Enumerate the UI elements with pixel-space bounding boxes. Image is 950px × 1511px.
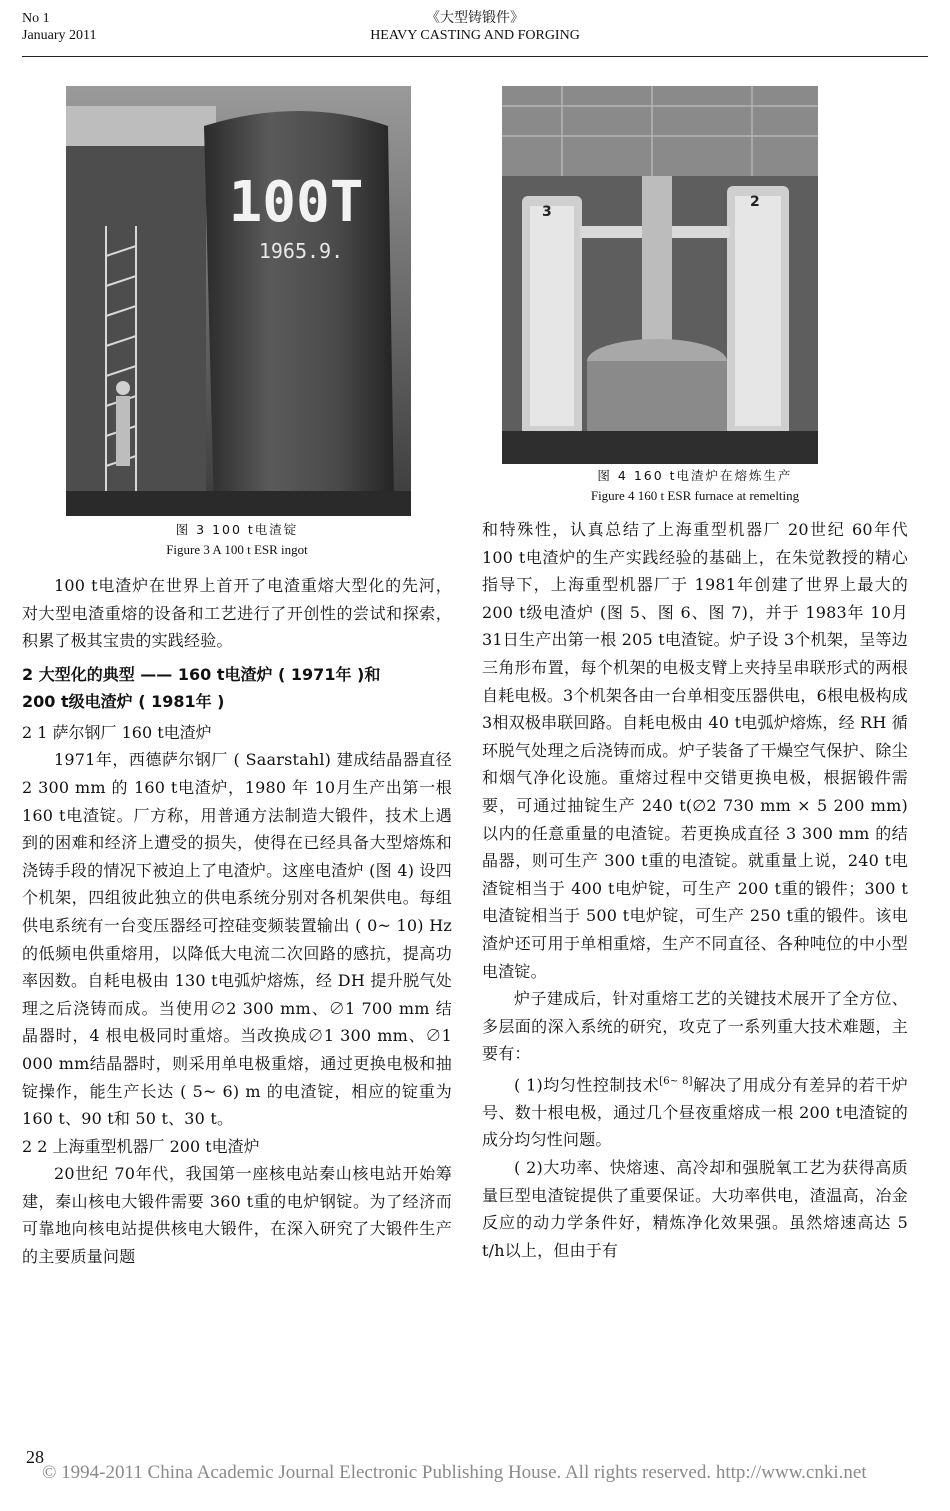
figure-4-photo bbox=[502, 86, 818, 464]
figure-4-caption-en: Figure 4 160 t ESR furnace at remelting bbox=[590, 488, 800, 503]
right-paragraph-2: 炉子建成后，针对重熔工艺的关键技术展开了全方位、多层面的深入系统的研究，攻克了一系列重大技术难题，主要有： bbox=[482, 989, 908, 1064]
ingot-photo-graphic bbox=[66, 86, 411, 516]
right-paragraph-1: 和特殊性，认真总结了上海重型机器厂 20世纪 60年代 100 t电渣炉的生产实践经验的基础上，在朱觉教授的精心指导下，上海重型机器厂于 1981年创建了世界上最大的 200 t级电渣炉 (图 5、图 6、图 7)，并于 1983年 10月 31日生产出第一根 205 t电渣锭。炉子设 3个机架，呈等边三角形布置，每个机架的电极支臂上夹持呈串联形式的两根自耗电极。3个机架各由一台单相变压器供电，6根电极构成 3相双极串联回路。自耗电极由 40 t电弧炉熔炼，经 RH 循环脱气处理之后浇铸而成。炉子装备了干燥空气保护、除尘和烟气净化设施。重熔过程中交错更换电极，根据锻件需要，可通过抽锭生产 240 t(∅2 730 mm × 5 200 mm)以内的任意重量的电渣锭。若更换成直径 3 300 mm 的结晶器，则可生产 300 t重的电渣锭。就重量上说，240 t电渣锭相当于 400 t电炉锭，可生产 200 t重的锻件；300 t电渣锭相当于 500 t电炉锭，可生产 250 t重的锻件。该电渣炉还可用于单相重熔，生产不同直径、各种吨位的中小型电渣锭。 bbox=[482, 520, 908, 981]
section-2-heading-line2: 200 t级电渣炉 ( 1981年 ) bbox=[22, 691, 225, 711]
header-journal-cn: 《大型铸锻件》 bbox=[426, 10, 524, 26]
right-paragraph-4: ( 2)大功率、快熔速、高冷却和强脱氧工艺为获得高质量巨型电渣锭提供了重要保证。大功率供电，渣温高，冶金反应的动力学条件好，精炼净化效果强。虽然熔速高达 5 t/h以上，但由于有 bbox=[482, 1157, 908, 1260]
figure-3-caption-cn: 图 3 100 t电渣锭 bbox=[175, 522, 299, 537]
header-issue: No 1 bbox=[22, 11, 50, 26]
copyright-footer: © 1994-2011 China Academic Journal Electronic Publishing House. All rights reserved. http://www.cnki.net bbox=[42, 1462, 867, 1483]
section-2-heading bbox=[22, 661, 452, 715]
right-column bbox=[482, 86, 908, 1264]
figure-3-caption-en: Figure 3 A 100 t ESR ingot bbox=[166, 542, 308, 557]
ingot-label-100t: 100T bbox=[228, 170, 364, 235]
page-header bbox=[22, 10, 928, 54]
machine-number-left: 3 bbox=[542, 204, 552, 220]
citation-ref-6-8: [6~ 8] bbox=[659, 1075, 693, 1087]
machine-number-right: 2 bbox=[750, 194, 760, 210]
figure-4-caption-cn: 图 4 160 t电渣炉在熔炼生产 bbox=[597, 468, 793, 483]
header-journal-en: HEAVY CASTING AND FORGING bbox=[370, 28, 580, 43]
page-number: 28 bbox=[26, 1447, 44, 1467]
left-column bbox=[22, 86, 452, 1271]
left-paragraph-3: 20世纪 70年代，我国第一座核电站秦山核电站开始筹建，秦山核电大锻件需要 360 t重的电炉钢锭。为了经济而可靠地向核电站提供核电大锻件，在深入研究了大锻件生产的主要质量问题 bbox=[22, 1164, 452, 1267]
subsection-2-1-heading: 2 1 萨尔钢厂 160 t电渣炉 bbox=[22, 722, 212, 742]
right-paragraph-3-body: 解决了用成分有差异的若干炉号、数十根电极，通过几个昼夜重熔成一根 200 t电渣锭的成分均匀性问题。 bbox=[482, 1075, 908, 1150]
right-paragraph-3 bbox=[482, 1068, 908, 1154]
left-paragraph-2: 1971年，西德萨尔钢厂 ( Saarstahl) 建成结晶器直径 2 300 mm 的 160 t电渣炉，1980 年 10月生产出第一根 160 t电渣锭。厂方称，用普通方法制造大锻件，技术上遇到的困难和经济上遭受的损失，使得在已经具备大型熔炼和浇铸手段的情况下被迫上了电渣炉。这座电渣炉 (图 4) 设四个机架，四组彼此独立的供电系统分别对各机架供电。每组供电系统有一台变压器经可控硅变频装置输出 ( 0~ 10) Hz的低频电供重熔用，以降低大电流二次回路的感抗，提高功率因数。自耗电极由 130 t电弧炉熔炼，经 DH 提升脱气处理之后浇铸而成。当使用∅2 300 mm、∅1 700 mm 结晶器时，4 根电极同时重熔。当改换成∅1 300 mm、∅1 000 mm结晶器时，则采用单电极重熔，通过更换电极和抽锭操作，能生产长达 ( 5~ 6) m 的电渣锭，相应的锭重为 160 t、90 t和 50 t、30 t。 bbox=[22, 750, 452, 1129]
header-journal bbox=[22, 10, 928, 44]
right-paragraph-3-lead: ( 1)均匀性控制技术 bbox=[514, 1075, 660, 1095]
furnace-photo-graphic bbox=[502, 86, 818, 464]
ingot-label-date: 1965.9. bbox=[258, 239, 344, 263]
header-date: January 2011 bbox=[22, 28, 97, 43]
subsection-2-2-heading: 2 2 上海重型机器厂 200 t电渣炉 bbox=[22, 1136, 260, 1156]
header-rule bbox=[22, 56, 928, 57]
figure-3-photo bbox=[66, 86, 411, 516]
section-2-heading-line1: 2 大型化的典型 —— 160 t电渣炉 ( 1971年 )和 bbox=[22, 664, 381, 684]
left-paragraph-1: 100 t电渣炉在世界上首开了电渣重熔大型化的先河，对大型电渣重熔的设备和工艺进行了开创性的尝试和探索，积累了极其宝贵的实践经验。 bbox=[22, 576, 452, 651]
